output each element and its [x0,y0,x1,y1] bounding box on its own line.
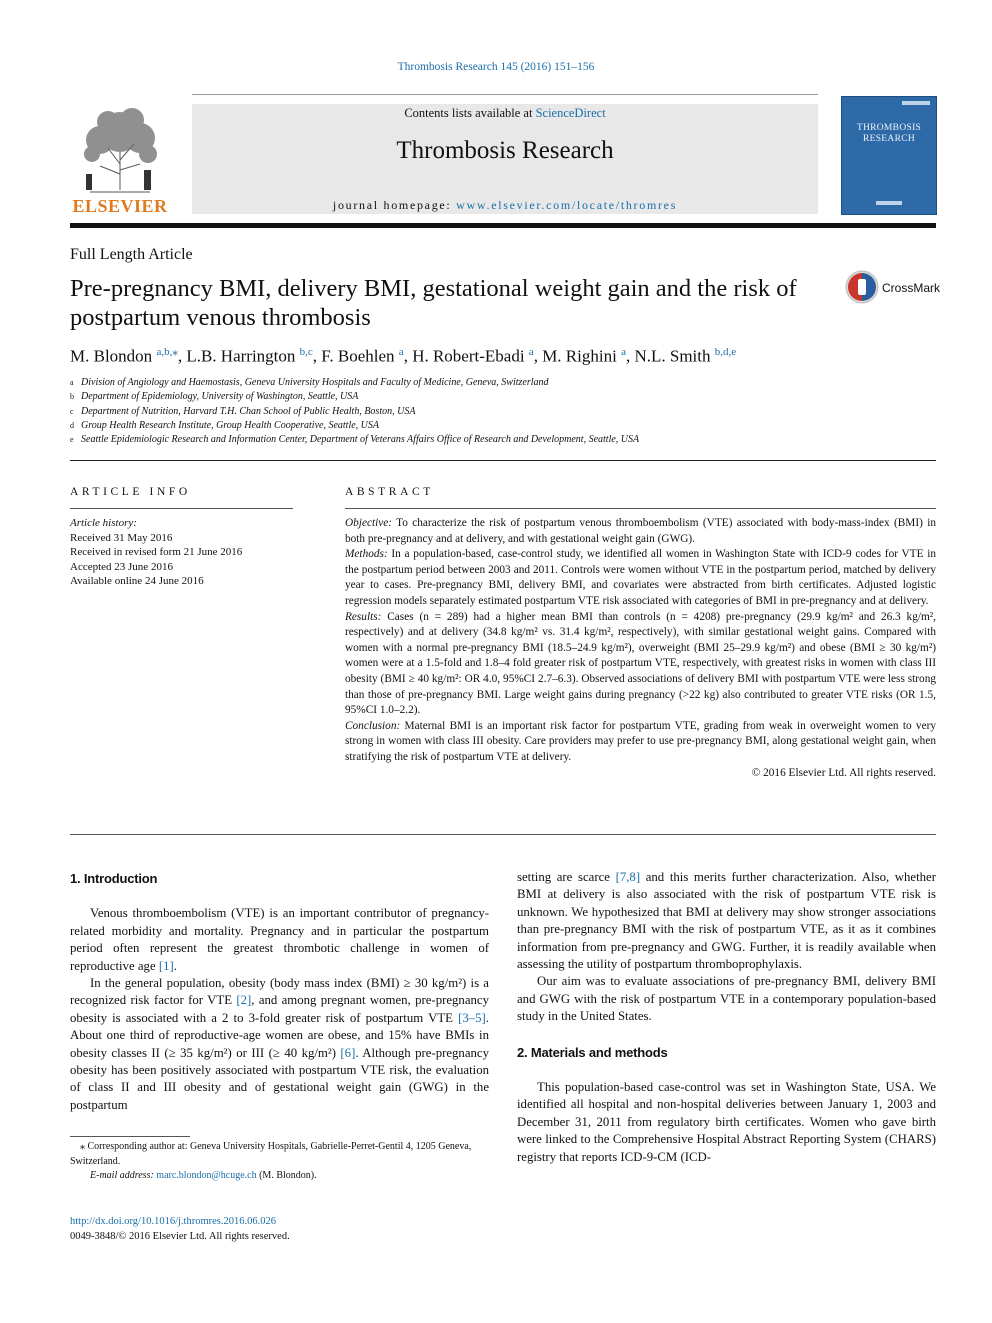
journal-citation[interactable]: Thrombosis Research 145 (2016) 151–156 [397,61,595,73]
methods-paragraph: This population-based case-control was set in Washington State, USA. We identified all hospital and non-hospital deliveries between January 1, 2003 and December 31, 2011 from regulatory birth certificates. Women who gave birth were linked to the Comprehensive Hospital Abstract Reporting System (CHARS) registry that reports ICD-9-CM (ICD- [517,1080,936,1164]
affiliation: a Division of Angiology and Haemostasis, Geneva University Hospitals and Faculty of Medicine, Geneva, Switzerland [70,377,549,388]
citation-link[interactable]: [6] [340,1045,356,1060]
sciencedirect-link[interactable]: ScienceDirect [535,106,606,120]
author[interactable]: M. Righini [542,346,617,366]
affiliation: d Group Health Research Institute, Group Health Cooperative, Seattle, USA [70,420,380,431]
abstract-results: Results: Cases (n = 289) had a higher mean BMI than controls (n = 4208) pre-pregnancy (29.9 kg/m² and 26.3 kg/m², respectively) and at delivery (34.8 kg/m² vs. 31.4 kg/m², respectively), with similar gestational weight gains. Compared with women with a normal pre-pregnancy BMI (18.5–24.9 kg/m²), overweight (BMI 25–29.9 kg/m²) and obese (BMI ≥ 30 kg/m²) women were at a 1.5-fold and 1.8–4 fold greater risk of postpartum VTE, respectively, with greatest risks in women with class III obesity (BMI ≥ 40 kg/m²: OR 4.0, 95%CI 2.7–6.3). Observed associations of delivery BMI with postpartum VTE were less strong than those of pre-pregnancy BMI. Large weight gains during pregnancy (>22 kg) also contributed to greater VTE risks (OR 1.5, 95%CI 1.0–2.2). [345,610,936,717]
cover-title: THROMBOSIS RESEARCH [856,123,922,144]
article-title: Pre-pregnancy BMI, delivery BMI, gestational weight gain and the risk of postpartum venous thrombosis [70,275,797,331]
journal-homepage: journal homepage: www.elsevier.com/locate/thromres [332,198,678,212]
cover-issue-bar [902,101,930,105]
cover-publisher-mark [876,201,902,205]
author[interactable]: N.L. Smith [634,346,711,366]
article-info-heading: ARTICLE INFO [70,486,191,498]
abstract-objective: Objective: To characterize the risk of postpartum venous thromboembolism (VTE) associated with body-mass-index (BMI) in both pre-pregnancy and at delivery, and with gestational weight gain (GWG). [345,517,936,545]
article-info-rule [70,508,293,509]
citation-link[interactable]: [3–5] [458,1010,486,1025]
intro-paragraph: In the general population, obesity (body mass index (BMI) ≥ 30 kg/m²) is a recognized risk factor for VTE [2], and among pregnant women, pre-pregnancy obesity is associated with a 2 to 3-fold greater risk of postpartum VTE [3–5]. About one third of reproductive-age women are obese, and 15% have BMIs in obesity classes II (≥ 35 kg/m²) or III (≥ 40 kg/m²) [6]. Although pre-pregnancy obesity has been positively associated with postpartum VTE risk, the evaluation of class II and III obesity and of gestational weight gain (GWG) in the postpartum [70,976,489,1112]
issn-copyright: 0049-3848/© 2016 Elsevier Ltd. All rights reserved. [70,1231,290,1242]
citation-link[interactable]: [7,8] [615,870,641,884]
author-affil-mark[interactable]: a [398,346,404,358]
journal-title: Thrombosis Research [396,137,614,164]
corresponding-author-footnote: ⁎ Corresponding author at: Geneva University Hospitals, Gabrielle-Perret-Gentil 4, 1205 Geneva, Switzerland. E-mail address: marc.blondon@hcuge.ch (M. Blondon). [70,1141,472,1182]
elsevier-wordmark: ELSEVIER [72,196,168,216]
abstract-end-rule [70,834,936,835]
abstract-rule [345,508,936,509]
abstract-copyright: © 2016 Elsevier Ltd. All rights reserved. [751,766,936,779]
author[interactable]: H. Robert-Ebadi [412,346,525,366]
section-heading-introduction: 1. Introduction [70,871,158,886]
section-heading-methods: 2. Materials and methods [517,1044,668,1060]
citation-link[interactable]: [1] [158,958,174,973]
author-affil-mark[interactable]: b,d,e [714,346,737,358]
author-affil-mark[interactable]: a [621,346,626,358]
doi-block [70,1214,489,1244]
citation-link[interactable]: [2] [236,993,252,1008]
author-affil-mark[interactable]: a,b,⁎ [156,346,178,358]
abstract-heading: ABSTRACT [345,486,434,498]
header-thick-rule [70,223,936,228]
journal-cover-thumbnail [841,96,937,215]
affiliation: c Department of Nutrition, Harvard T.H. Chan School of Public Health, Boston, USA [70,406,416,417]
footnote-rule [70,1136,190,1137]
abstract-methods: Methods: In a population-based, case-control study, we identified all women in Washington State with ICD-9 codes for VTE in the postpartum period between 2003 and 2011. Controls were women without VTE in the postpartum period, matched by delivery year to cases. Pre-pregnancy BMI, delivery BMI, and covariates were abstracted from birth certificates. Adjusted logistic regression models separately estimated postpartum VTE risk associated with categories of BMI in pre-pregnancy and at delivery. [345,548,936,607]
email-link[interactable]: marc.blondon@hcuge.ch [156,1170,257,1182]
article-history: Article history: Received 31 May 2016 Received in revised form 21 June 2016 Accepted 23 June 2016 Available online 24 June 2016 [70,517,243,588]
author[interactable]: L.B. Harrington [186,346,296,366]
author-affil-mark[interactable]: a [528,346,534,358]
crossmark-label[interactable]: CrossMark [882,281,941,295]
author[interactable]: M. Blondon [70,346,153,366]
intro-paragraph: Venous thromboembolism (VTE) is an important contributor of pregnancy-related morbidity and mortality. Pregnancy and in particular the postpartum period often represent the greatest thrombotic challenge in women of reproductive age [1]. [70,906,489,973]
affiliation-rule [70,460,936,461]
crossmark-icon [844,269,880,305]
body-paragraph: Our aim was to evaluate associations of pre-pregnancy BMI, delivery BMI and GWG with the risk of postpartum VTE in a contemporary population-based study in the United States. [517,974,936,1024]
affiliation: b Department of Epidemiology, University of Washington, Seattle, USA [70,391,359,402]
article-type: Full Length Article [70,246,193,263]
affiliation: e Seattle Epidemiologic Research and Information Center, Department of Veterans Affairs Office of Research and Development, Seattle, USA [70,434,640,445]
author-list: M. Blondon $^{a,b,⁎}$, L.B. Harrington $^{b,c}$, F. Boehlen $^a$, H. Robert-Ebadi $^a$, M. Righini $^a$, N.L. Smith $^{b,d,e}$ [70,346,737,366]
body-column-right [517,869,936,1166]
header-rule [192,94,818,95]
abstract-conclusion: Conclusion: Maternal BMI is an important risk factor for postpartum VTE, grading from weak in overweight women to very strong in women with class III obesity. Care providers may prefer to use pre-pregnancy BMI, along gestational weight gain, when stratifying the risk of postpartum VTE at delivery. [345,719,936,763]
doi-link[interactable]: http://dx.doi.org/10.1016/j.thromres.2016.06.026 [70,1216,277,1227]
abstract-body [345,516,936,781]
body-paragraph: setting are scarce [7,8] and this merits further characterization. Also, whether BMI at delivery is also associated with the risk of postpartum VTE risk is unknown. We hypothesized that BMI at delivery may show stronger associations than pre-pregnancy BMI with the risk of postpartum VTE, as it as it combines information from pre-pregnancy and GWG. Further, it is readily available when assessing the utility of postpartum thromboprophylaxis. [517,870,936,972]
contents-available: Contents lists available at ScienceDirect [404,106,606,120]
author[interactable]: F. Boehlen [321,346,395,366]
author-affil-mark[interactable]: b,c [299,346,313,358]
body-column-left [70,870,489,1114]
homepage-link[interactable]: www.elsevier.com/locate/thromres [456,198,678,212]
